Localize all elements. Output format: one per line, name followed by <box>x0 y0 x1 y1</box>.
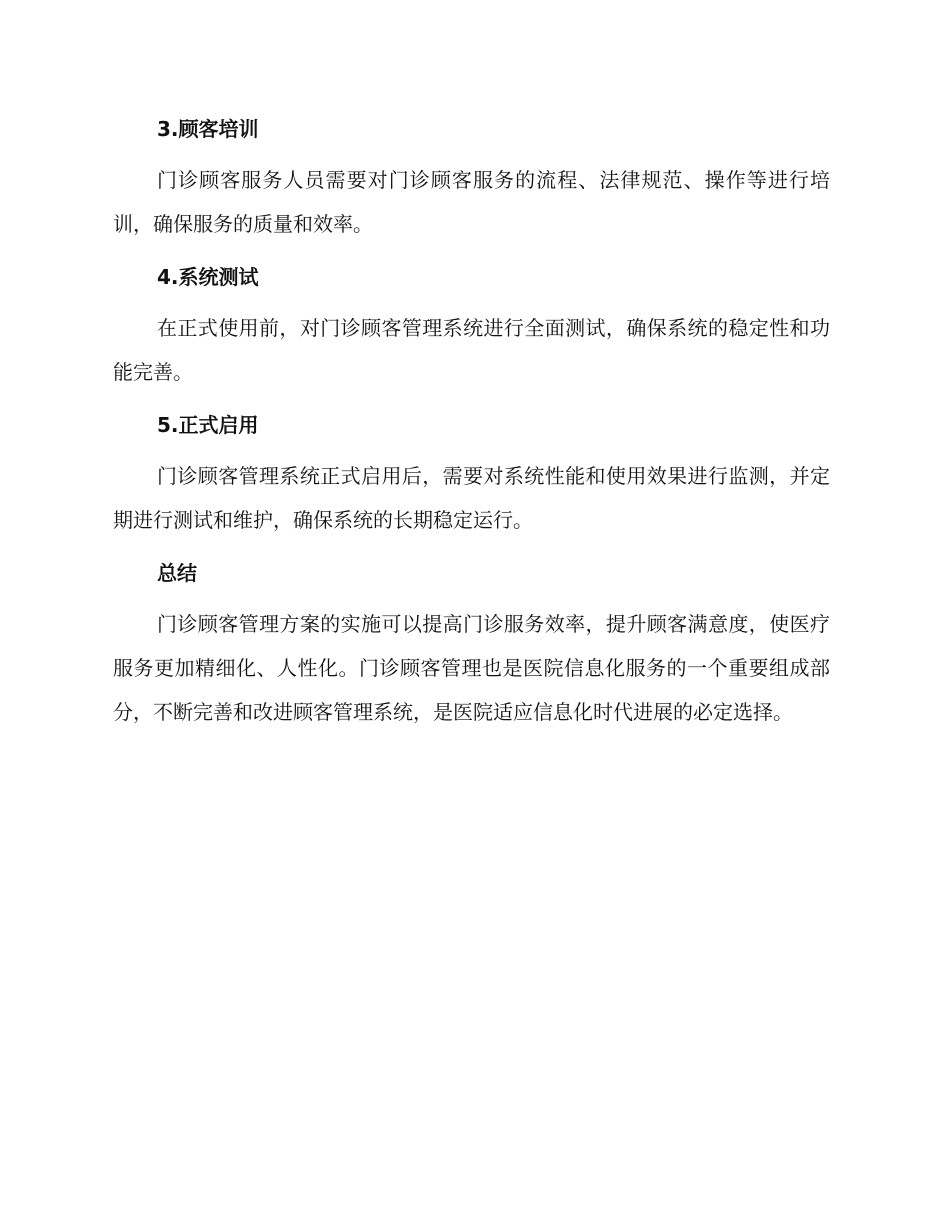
section-body-system-testing: 在正式使用前，对门诊顾客管理系统进行全面测试，确保系统的稳定性和功能完善。 <box>113 316 830 384</box>
section-body-official-launch: 门诊顾客管理系统正式启用后，需要对系统性能和使用效果进行监测，并定期进行测试和维护，确保系统的长期稳定运行。 <box>113 464 830 532</box>
section-body-summary: 门诊顾客管理方案的实施可以提高门诊服务效率，提升顾客满意度，使医疗服务更加精细化、人性化。门诊顾客管理也是医院信息化服务的一个重要组成部分，不断完善和改进顾客管理系统，是医院适应信息化时代进展的必定选择。 <box>113 612 830 724</box>
section-heading-system-testing: 4.系统测试 <box>157 265 259 289</box>
section-heading-official-launch: 5.正式启用 <box>157 413 259 437</box>
section-heading-customer-training: 3.顾客培训 <box>157 117 259 141</box>
section-body-customer-training: 门诊顾客服务人员需要对门诊顾客服务的流程、法律规范、操作等进行培训，确保服务的质量和效率。 <box>113 168 830 236</box>
section-heading-summary: 总结 <box>157 561 197 585</box>
